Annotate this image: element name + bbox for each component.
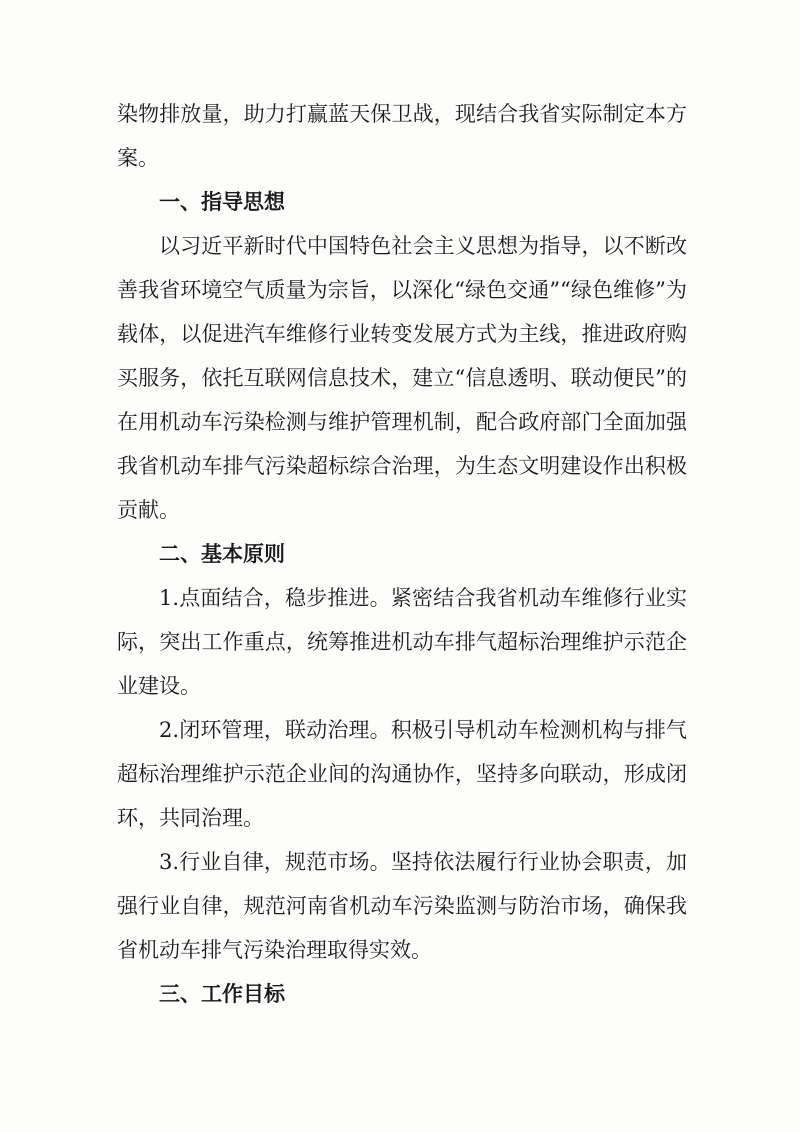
section-heading-guiding-ideology: 一、指导思想 bbox=[159, 190, 285, 214]
section-heading-work-goals: 三、工作目标 bbox=[159, 982, 285, 1006]
section-heading-basic-principles: 二、基本原则 bbox=[159, 542, 285, 566]
section-paragraph-guiding-ideology: 以习近平新时代中国特色社会主义思想为指导，以不断改善我省环境空气质量为宗旨，以深化“绿色交通”“绿色维修”为载体，以促进汽车维修行业转变发展方式为主线，推进政府购买服务，依托互联网信息技术，建立“信息透明、联动便民”的在用机动车污染检测与维护管理机制，配合政府部门全面加强我省机动车排气污染超标综合治理，为生态文明建设作出积极贡献。 bbox=[117, 234, 687, 522]
intro-paragraph: 染物排放量，助力打赢蓝天保卫战，现结合我省实际制定本方案。 bbox=[117, 102, 687, 170]
document-body bbox=[117, 92, 687, 1016]
principle-item-2: 2.闭环管理，联动治理。积极引导机动车检测机构与排气超标治理维护示范企业间的沟通协作，坚持多向联动，形成闭环，共同治理。 bbox=[117, 718, 687, 830]
principle-item-3: 3.行业自律，规范市场。坚持依法履行行业协会职责，加强行业自律，规范河南省机动车污染监测与防治市场，确保我省机动车排气污染治理取得实效。 bbox=[117, 850, 687, 962]
principle-item-1: 1.点面结合，稳步推进。紧密结合我省机动车维修行业实际，突出工作重点，统筹推进机动车排气超标治理维护示范企业建设。 bbox=[117, 586, 687, 698]
